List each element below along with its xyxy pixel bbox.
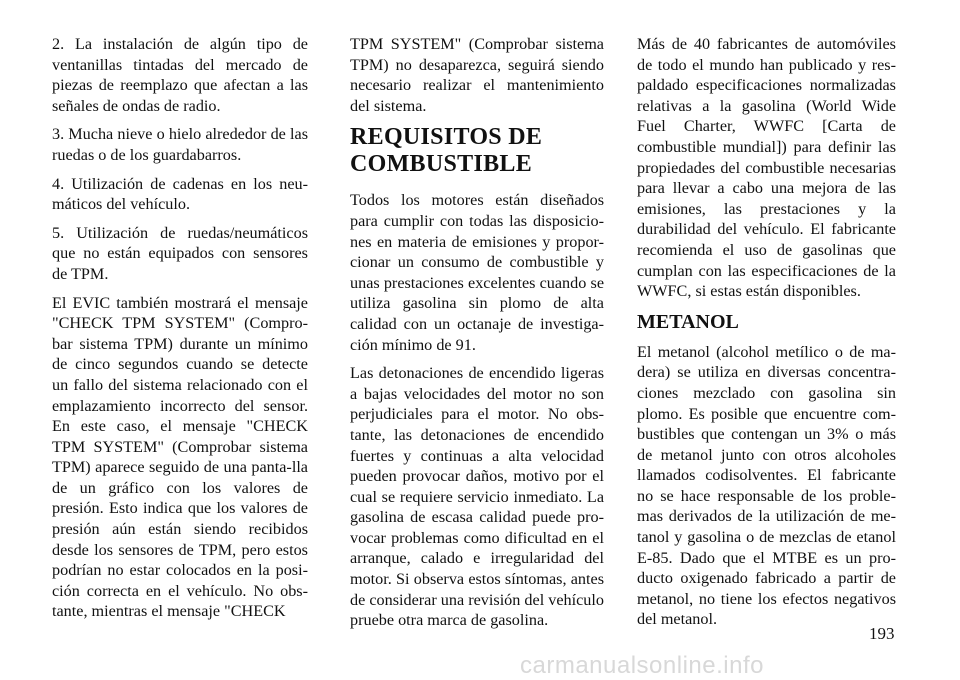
paragraph: 2. La instalación de algún tipo de ventanillas tintadas del mercado de piezas de reemplazo que afectan a las señales de ondas de radio.	[52, 35, 308, 115]
paragraph: Más de 40 fabricantes de automóviles de todo el mundo han publicado y res-paldado especificaciones normalizadas relativas a la gasolina (World Wide Fuel Charter, WWFC [Carta de combustible mundial]) para definir las propiedades del combustible necesarias para llevar a cabo una mejora de las emisiones, las prestaciones y la durabilidad del vehículo. El fabricante recomienda el uso de gasolinas que cumplan con las especificaciones de la WWFC, si estas están disponibles.	[637, 35, 896, 301]
paragraph: 3. Mucha nieve o hielo alrededor de las ruedas o de los guardabarros.	[52, 125, 308, 164]
paragraph: Las detonaciones de encendido ligeras a bajas velocidades del motor no son perjudiciales para el motor. No obs-tante, las detonaciones de encendido fuertes y continuas a alta velocidad pueden provocar daños, motivo por el cual se requiere servicio inmediato. La gasolina de escasa calidad puede pro-vocar problemas como dificultad en el arranque, calado e irregularidad del motor. Si observa estos síntomas, antes de considerar una revisión del vehículo pruebe otra marca de gasolina.	[350, 364, 604, 630]
paragraph: Todos los motores están diseñados para cumplir con todas las disposicio-nes en materia de emisiones y propor-cionar un consumo de combustible y unas prestaciones excelentes cuando se utiliza gasolina sin plomo de alta calidad con un octanaje de investiga-ción mínimo de 91.	[350, 191, 604, 354]
heading-line: COMBUSTIBLE	[350, 151, 533, 178]
paragraph: 5. Utilización de ruedas/neumáticos que no están equipados con sensores de TPM.	[52, 223, 308, 283]
heading-line: REQUISITOS DE	[350, 124, 543, 151]
page-number: 193	[869, 624, 895, 643]
paragraph: 4. Utilización de cadenas en los neu-máticos del vehículo.	[52, 174, 308, 214]
watermark: carmanualsonline.info	[520, 652, 764, 679]
section-heading-methanol: METANOL	[637, 310, 739, 333]
paragraph: El metanol (alcohol metílico o de ma-dera) se utiliza en diversas concentra-ciones mezclado con gasolina sin plomo. Es posible que encuentre com-bustibles que contengan un 3% o más de metanol junto con otros alcoholes llamados codisolventes. El fabricante no se hace responsable de los proble-mas derivados de la utilización de me-tanol y gasolina o de mezclas de etanol E-85. Dado que el MTBE es un pro-ducto oxigenado fabricado a partir de metanol, no tiene los efectos negativos del metanol.	[637, 342, 896, 629]
text-column-middle	[350, 34, 604, 639]
paragraph: El EVIC también mostrará el mensaje "CHECK TPM SYSTEM" (Compro-bar sistema TPM) durante un mínimo de cinco segundos cuando se detecte un fallo del sistema relacionado con el emplazamiento incorrecto del sensor. En este caso, el mensaje "CHECK TPM SYSTEM" (Comprobar sistema TPM) aparece seguido de una panta-lla de un gráfico con los valores de presión. Esto indica que los valores de presión aún están siendo recibidos desde los sensores de TPM, pero estos podrían no estar colocados en la posi-ción correcta en el vehículo. No obs-tante, mientras el mensaje "CHECK	[52, 293, 308, 621]
section-heading-fuel	[350, 124, 604, 178]
text-column-right	[637, 34, 896, 638]
text-column-left	[52, 34, 308, 630]
paragraph: TPM SYSTEM" (Comprobar sistema TPM) no desaparezca, seguirá siendo necesario realizar el mantenimiento del sistema.	[350, 35, 604, 115]
